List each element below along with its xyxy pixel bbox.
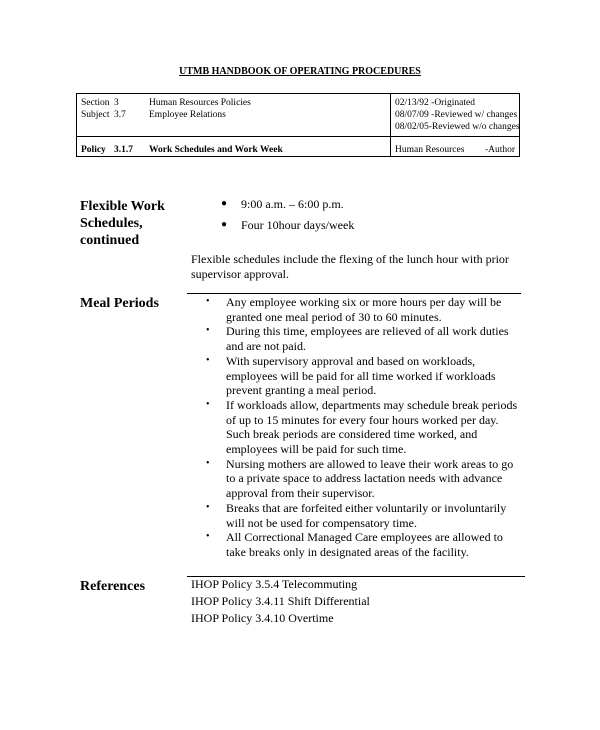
reference-item: IHOP Policy 3.5.4 Telecommuting: [191, 577, 358, 591]
bullet-icon: ●: [221, 198, 228, 209]
header-vertical-divider: [390, 94, 391, 156]
author-department: Human Resources: [395, 145, 465, 155]
history-line: 02/13/92 -Originated: [395, 98, 475, 108]
header-horizontal-divider: [77, 136, 519, 137]
policy-name: Work Schedules and Work Week: [149, 145, 283, 155]
bullet-icon: •: [206, 296, 210, 307]
list-item: • Nursing mothers are allowed to leave their work areas to go to a private space to address lactation needs with advance approval from their supervisor.: [206, 456, 514, 501]
list-item: • If workloads allow, departments may schedule break periods of up to 15 minutes for every four hours worked per day. Such break periods are considered time worked, and employees will be paid for such time.: [206, 397, 518, 457]
list-item: ● 9:00 a.m. – 6:00 p.m.: [221, 197, 344, 211]
author-label: -Author: [485, 145, 516, 155]
meal-periods-list: [206, 295, 522, 560]
history-line: 08/02/05-Reviewed w/o changes: [395, 122, 520, 132]
flexible-paragraph: Flexible schedules include the flexing of the lunch hour with prior supervisor approval.: [191, 252, 509, 281]
list-item: ● Four 10hour days/week: [221, 217, 355, 232]
reference-item: IHOP Policy 3.4.11 Shift Differential: [191, 594, 370, 608]
section-name: Human Resources Policies: [149, 98, 251, 108]
section-divider: [187, 293, 521, 294]
heading-line: Flexible Work: [80, 199, 165, 214]
policy-header-table: [76, 93, 520, 157]
subject-name: Employee Relations: [149, 110, 226, 120]
list-item: • Breaks that are forfeited either voluntarily or involuntarily will not be used for compensatory time.: [206, 500, 507, 530]
meal-periods-heading: Meal Periods: [80, 296, 159, 311]
policy-label: Policy: [81, 145, 106, 155]
section-label: Section: [81, 98, 110, 108]
reference-item: IHOP Policy 3.4.10 Overtime: [191, 611, 334, 625]
bullet-icon: •: [206, 354, 210, 366]
bullet-icon: •: [206, 457, 210, 469]
bullet-icon: ●: [221, 218, 228, 230]
subject-label: Subject: [81, 110, 110, 120]
flexible-work-heading: [80, 198, 165, 249]
flexible-schedule-list: [221, 197, 511, 232]
heading-line: Schedules,: [80, 216, 143, 231]
list-item: • Any employee working six or more hours per day will be granted one meal period of 30 to 60 minutes.: [206, 295, 502, 324]
list-item: • All Correctional Managed Care employees are allowed to take breaks only in designated areas of the facility.: [206, 530, 503, 559]
references-heading: References: [80, 579, 146, 594]
list-item: • With supervisory approval and based on workloads, employees will be paid for all time worked if workloads prevent granting a meal period.: [206, 353, 496, 398]
subject-number: 3.7: [114, 110, 126, 120]
section-number: 3: [114, 98, 119, 108]
bullet-icon: •: [206, 531, 210, 543]
history-line: 08/07/09 -Reviewed w/ changes: [395, 110, 518, 120]
bullet-icon: •: [206, 501, 210, 513]
list-item: • During this time, employees are relieved of all work duties and are not paid.: [206, 324, 509, 354]
bullet-icon: •: [206, 325, 210, 337]
policy-number: 3.1.7: [114, 145, 133, 155]
heading-line: continued: [80, 233, 140, 248]
bullet-icon: •: [206, 398, 210, 410]
page-title: UTMB HANDBOOK OF OPERATING PROCEDURES: [179, 66, 421, 77]
